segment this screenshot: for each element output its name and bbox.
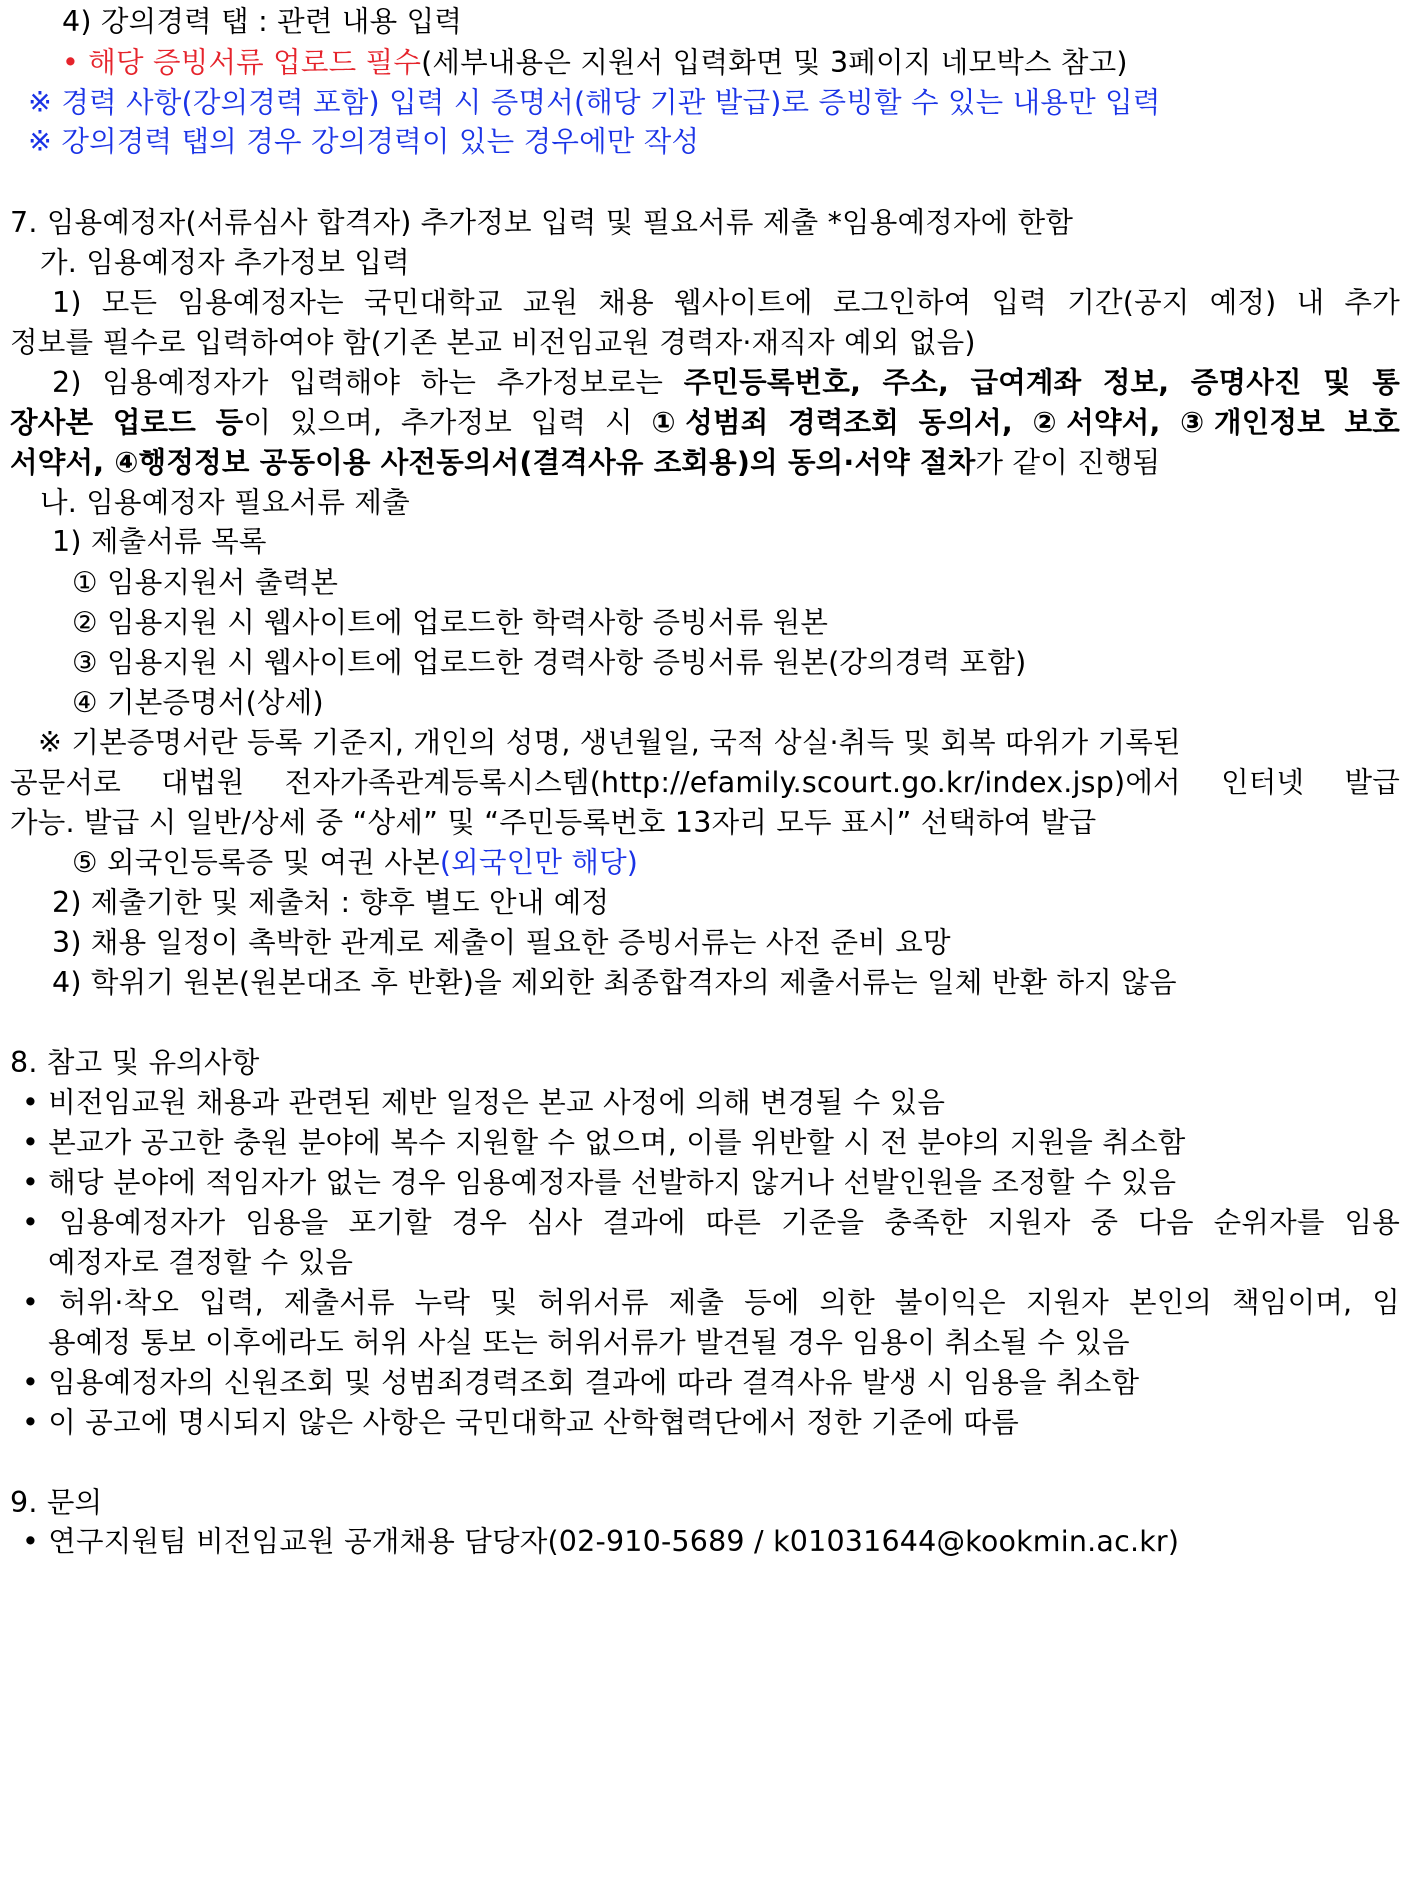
lecture-career-note: ※ 강의경력 탭의 경우 강의경력이 있는 경우에만 작성 [28, 125, 700, 158]
section-7-p1-line1: 1) 모든 임용예정자는 국민대학교 교원 채용 웹사이트에 로그인하여 입력 기간(공지 예정) 내 추가 [52, 286, 1400, 319]
section-7-na: 나. 임용예정자 필요서류 제출 [40, 486, 410, 519]
certificate-note-line2: 공문서로 대법원 전자가족관계등록시스템(http://efamily.scourt.go.kr/index.jsp)에서 인터넷 발급 [10, 766, 1400, 799]
document-item-4: ④ 기본증명서(상세) [72, 686, 324, 719]
section-7-p2-line2 [10, 403, 1400, 443]
p2-bold-b: 주민등록번호, 주소, 급여계좌 정보, 증명사진 및 통 [683, 366, 1401, 399]
lecture-career-tab-item: 4) 강의경력 탭 : 관련 내용 입력 [62, 5, 463, 38]
document-item-5-text: ⑤ 외국인등록증 및 여권 사본 [72, 846, 440, 879]
notice-bullet-4-line2: 예정자로 결정할 수 있음 [48, 1246, 354, 1279]
certificate-note-line1: ※ 기본증명서란 등록 기준지, 개인의 성명, 생년월일, 국적 상실·취득 및 회복 따위가 기록된 [38, 726, 1181, 759]
notice-bullet-6: • 임용예정자의 신원조회 및 성범죄경력조회 결과에 따라 결격사유 발생 시 임용을 취소함 [22, 1366, 1140, 1399]
p2-bold-c: 장사본 업로드 등 [10, 406, 244, 439]
notice-bullet-3: • 해당 분야에 적임자가 없는 경우 임용예정자를 선발하지 않거나 선발인원을 조정할 수 있음 [22, 1166, 1177, 1199]
section-8-heading: 8. 참고 및 유의사항 [10, 1046, 260, 1079]
section-7-ga: 가. 임용예정자 추가정보 입력 [40, 246, 410, 279]
documents-list-heading: 1) 제출서류 목록 [52, 525, 267, 558]
notice-bullet-2: • 본교가 공고한 충원 분야에 복수 지원할 수 없으며, 이를 위반할 시 전 분야의 지원을 취소함 [22, 1126, 1186, 1159]
foreigner-only-note: (외국인만 해당) [439, 846, 639, 879]
notice-bullet-5-line2: 용예정 통보 이후에라도 허위 사실 또는 허위서류가 발견될 경우 임용이 취소될 수 있음 [48, 1326, 1130, 1359]
certificate-note-line3: 가능. 발급 시 일반/상세 중 “상세” 및 “주민등록번호 13자리 모두 표시” 선택하여 발급 [10, 806, 1097, 839]
upload-required-bullet [62, 43, 1412, 83]
p2-text-g: 가 같이 진행됨 [975, 446, 1161, 479]
document-item-2: ② 임용지원 시 웹사이트에 업로드한 학력사항 증빙서류 원본 [72, 606, 829, 639]
notice-bullet-1: • 비전임교원 채용과 관련된 제반 일정은 본교 사정에 의해 변경될 수 있음 [22, 1086, 946, 1119]
upload-required-detail: (세부내용은 지원서 입력화면 및 3페이지 네모박스 참고) [421, 46, 1128, 79]
upload-required-text: • 해당 증빙서류 업로드 필수 [62, 46, 422, 79]
section-7-heading: 7. 임용예정자(서류심사 합격자) 추가정보 입력 및 필요서류 제출 *임용예정자에 한함 [10, 206, 1074, 239]
section-7-p2-line3 [10, 443, 1412, 483]
notice-bullet-5-line1: • 허위·착오 입력, 제출서류 누락 및 허위서류 제출 등에 의한 불이익은 지원자 본인의 책임이며, 임 [22, 1286, 1400, 1319]
notice-bullet-4-line1: • 임용예정자가 임용을 포기할 경우 심사 결과에 따른 기준을 충족한 지원자 중 다음 순위자를 임용 [22, 1206, 1400, 1239]
no-return-note: 4) 학위기 원본(원본대조 후 반환)을 제외한 최종합격자의 제출서류는 일체 반환 하지 않음 [52, 966, 1177, 999]
document-item-1: ① 임용지원서 출력본 [72, 566, 339, 599]
career-note: ※ 경력 사항(강의경력 포함) 입력 시 증명서(해당 기관 발급)로 증빙할 수 있는 내용만 입력 [28, 86, 1161, 119]
document-item-5 [72, 843, 1412, 883]
p2-bold-e: ①성범죄 경력조회 동의서, ②서약서, ③개인정보 보호 [651, 406, 1400, 439]
prepare-documents-note: 3) 채용 일정이 촉박한 관계로 제출이 필요한 증빙서류는 사전 준비 요망 [52, 926, 951, 959]
contact-info: • 연구지원팀 비전임교원 공개채용 담당자(02-910-5689 / k01031644@kookmin.ac.kr) [22, 1525, 1180, 1558]
p2-text-a: 2) 임용예정자가 입력해야 하는 추가정보로는 [52, 366, 684, 399]
document-item-3: ③ 임용지원 시 웹사이트에 업로드한 경력사항 증빙서류 원본(강의경력 포함) [72, 646, 1027, 679]
submission-deadline: 2) 제출기한 및 제출처 : 향후 별도 안내 예정 [52, 886, 610, 919]
section-9-heading: 9. 문의 [10, 1486, 103, 1519]
section-7-p1-line2: 정보를 필수로 입력하여야 함(기존 본교 비전임교원 경력자·재직자 예외 없음) [10, 326, 976, 359]
notice-bullet-7: • 이 공고에 명시되지 않은 사항은 국민대학교 산학협력단에서 정한 기준에 따름 [22, 1406, 1019, 1439]
p2-text-d: 이 있으며, 추가정보 입력 시 [243, 406, 652, 439]
p2-bold-f: 서약서, ④행정정보 공동이용 사전동의서(결격사유 조회용)의 동의·서약 절차 [10, 446, 976, 479]
section-7-p2-line1 [10, 363, 1400, 403]
